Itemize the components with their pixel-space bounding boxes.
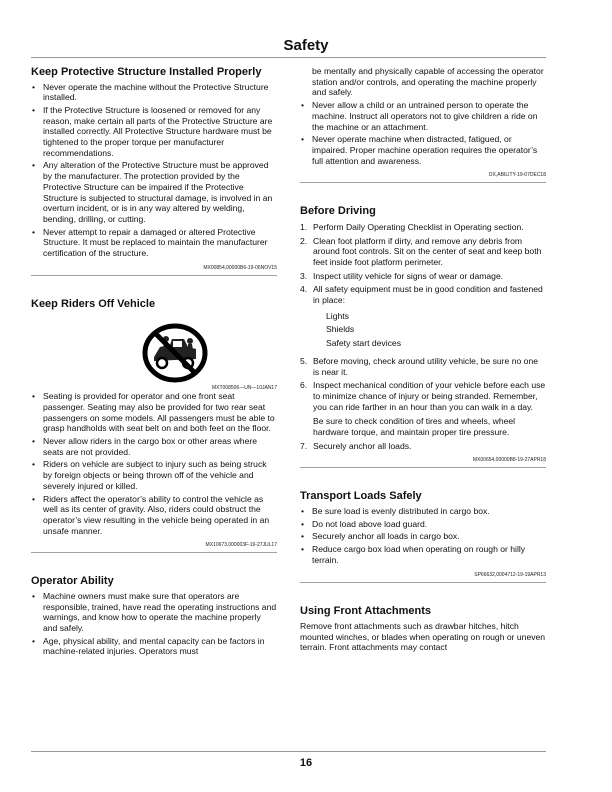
section-divider: [31, 552, 277, 553]
list-item: • Never allow a child or an untrained person to operate the machine. Instruct all operators not to give children a ride on the machine or an attachment.: [300, 100, 546, 132]
step-text: Inspect utility vehicle for signs of wear or damage.: [313, 270, 504, 281]
section-heading: Transport Loads Safely: [300, 490, 422, 503]
right-column: [300, 66, 546, 653]
left-column: [31, 66, 277, 657]
step-note: Be sure to check condition of tires and wheels, wheel hardware torque, and maintain proper tire pressure.: [313, 416, 516, 438]
section-operator-ability: [31, 575, 277, 657]
step-text: Clean foot platform if dirty, and remove any debris from around foot controls. Sit on the center of seat and keep both feet inside foot platform perimeter.: [313, 235, 542, 267]
section-heading: Keep Protective Structure Installed Properly: [31, 66, 262, 78]
figure-caption: MXT008506—UN—10JAN17: [211, 385, 277, 392]
footer-rule: [31, 751, 546, 752]
section-front-attachments: [300, 605, 546, 654]
section-divider: [300, 467, 546, 468]
step-number: 4.: [300, 284, 308, 295]
list-item: • Reduce cargo box load when operating on rough or hilly terrain.: [300, 544, 546, 565]
paragraph: Remove front attachments such as drawbar hitches, hitch mounted winches, or blades when operating on rough or uneven terrain. Front attachments may contact: [300, 621, 546, 653]
section-heading: Operator Ability: [31, 575, 114, 588]
list-item: • Machine owners must make sure that operators are responsible, trained, have read the operating instructions and warnings, and know how to operate the machine properly and safely.: [31, 591, 277, 634]
list-item: • Age, physical ability, and mental capacity can be factors in machine-related injuries. Operators must: [31, 636, 277, 657]
step-number: 1.: [300, 221, 308, 232]
page-number: 16: [299, 757, 313, 769]
list-item: [300, 236, 546, 268]
section-operator-ability-continued: [300, 66, 546, 183]
numbered-list: [300, 222, 546, 452]
section-heading: Before Driving: [300, 205, 376, 218]
step-text: Inspect mechanical condition of your vehicle before each use to minimize chance of injury or being stranded. Remember, you can ride farther in an hour than you can walk in a day.: [313, 380, 546, 412]
page-title: Safety: [283, 37, 329, 54]
section-protective-structure: [31, 66, 277, 276]
section-heading: Keep Riders Off Vehicle: [31, 297, 156, 310]
reference-code: DX,ABILITY-19-07DEC18: [488, 172, 546, 179]
list-item: [300, 284, 546, 349]
list-item: [300, 271, 546, 282]
section-divider: [300, 182, 546, 183]
list-item: • Securely anchor all loads in cargo box.: [300, 531, 546, 542]
list-item: • Seating is provided for operator and one front seat passenger. Seating may also be provided for two rear seat passengers on some models. All passengers must be able to grasp handholds with seat belt on and both feet on the floor.: [31, 391, 277, 434]
figure: [31, 317, 277, 392]
list-item: [300, 380, 546, 438]
bullet-list: [31, 391, 277, 536]
list-item: • Do not load above load guard.: [300, 519, 546, 530]
bullet-list: [31, 82, 277, 259]
list-item: • Never attempt to repair a damaged or altered Protective Structure. It must be replaced to maintain the manufacturer certification of the structure.: [31, 227, 277, 259]
step-number: 7.: [300, 440, 308, 451]
list-item: Lights: [326, 310, 349, 321]
reference-code: SP66632,0004712-19-19APR13: [474, 571, 546, 578]
bullet-list: [31, 591, 277, 657]
reference-code: MX00654,00000B8-19-27APR18: [472, 457, 546, 464]
section-heading: Using Front Attachments: [300, 604, 431, 617]
step-text: Securely anchor all loads.: [313, 440, 412, 451]
step-number: 5.: [300, 355, 308, 366]
bullet-list: [300, 506, 546, 566]
step-number: 2.: [300, 235, 308, 246]
section-transport-loads: [300, 490, 546, 582]
list-item: • Be sure load is evenly distributed in cargo box.: [300, 506, 546, 517]
section-divider: [300, 582, 546, 583]
list-item: Shields: [326, 324, 355, 335]
list-item: • Never operate the machine without the Protective Structure installed.: [31, 82, 277, 103]
list-item: • Never allow riders in the cargo box or other areas where seats are not provided.: [31, 436, 277, 457]
list-item: Safety start devices: [326, 338, 401, 349]
no-riders-icon: [142, 323, 208, 383]
step-text: Before moving, check around utility vehicle, be sure no one is near it.: [313, 355, 538, 377]
list-item: • If the Protective Structure is loosened or removed for any reason, make certain all parts of the Protective Structure are installed correctly. All Protective Structure hardware must be tightened to the proper torque per manufacturer recommendations.: [31, 105, 277, 159]
reference-code: MX00854,00000B6-19-06NOV15: [203, 264, 277, 271]
step-text: Perform Daily Operating Checklist in Operating section.: [313, 221, 524, 232]
list-item: • Never operate machine when distracted, fatigued, or impaired. Proper machine operation requires the operator’s full attention and awareness.: [300, 134, 546, 166]
reference-code: MX10673,000003F-19-27JUL17: [205, 542, 277, 549]
bullet-list: [300, 100, 546, 166]
list-item: [300, 222, 546, 233]
section-before-driving: [300, 205, 546, 468]
step-number: 3.: [300, 270, 308, 281]
list-item: • Riders on vehicle are subject to injury such as being struck by foreign objects or being thrown off of the vehicle and severely injured or killed.: [31, 459, 277, 491]
step-number: 6.: [300, 380, 308, 391]
step-text: All safety equipment must be in good condition and fastened in place:: [313, 284, 543, 306]
list-item: [300, 441, 546, 452]
header-rule: [31, 57, 546, 58]
list-item: • Riders affect the operator’s ability to control the vehicle as well as its center of gravity. Also, riders could obstruct the operator’s view resulting in the vehicle being operated in an unsafe manner.: [31, 494, 277, 537]
section-divider: [31, 275, 277, 276]
list-item: [300, 356, 546, 377]
continued-text: be mentally and physically capable of accessing the operator station and/or controls, and operating the machine properly and safely.: [312, 66, 544, 98]
sub-list: [313, 311, 546, 349]
list-item: • Any alteration of the Protective Structure must be approved by the manufacturer. The protection provided by the Protective Structure can be impaired if the Protective Structure is subjected to structural damage, is involved in an overturn incident, or is in any way altered by welding, bending, drilling, or cutting.: [31, 160, 277, 224]
section-keep-riders-off: [31, 298, 277, 554]
